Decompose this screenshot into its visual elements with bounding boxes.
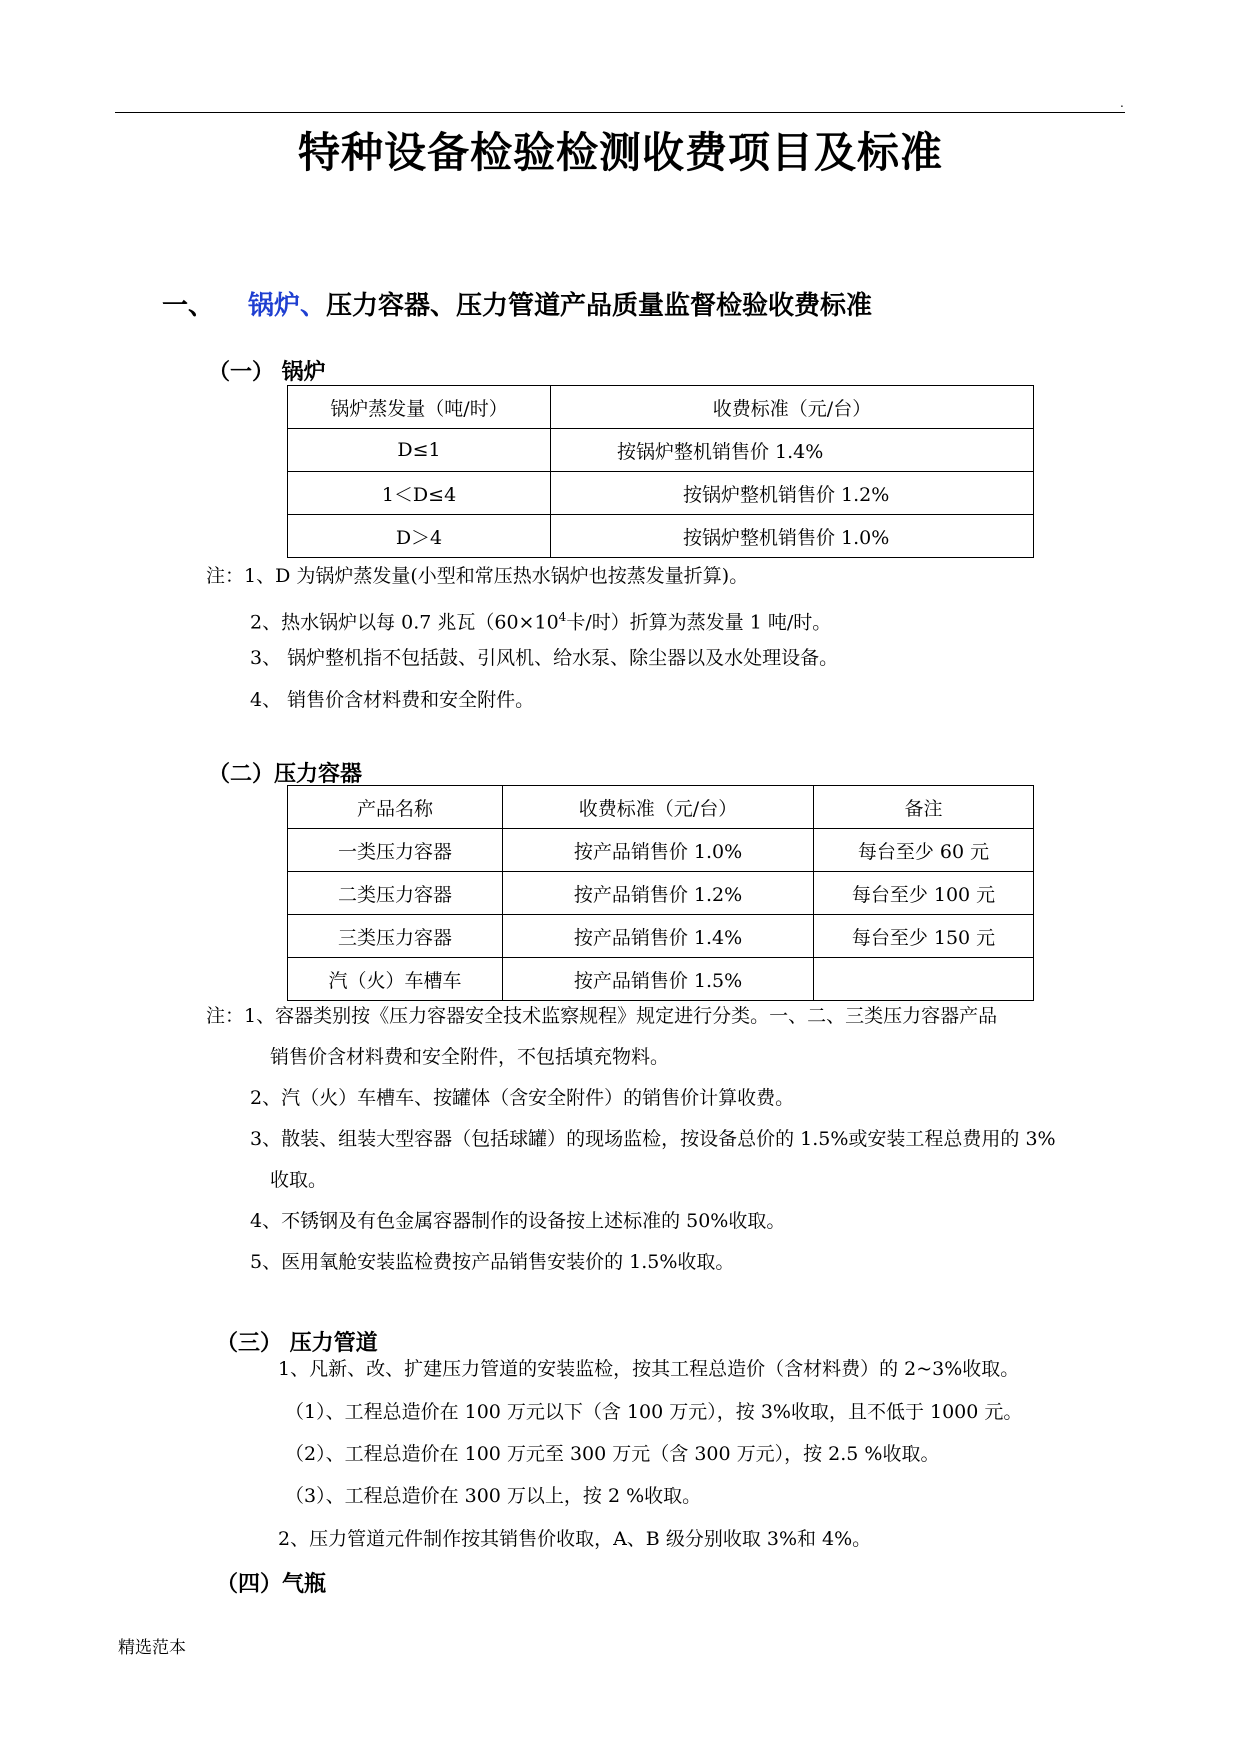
pipe-line-3: （2）、工程总造价在 100 万元至 300 万元（含 300 万元），按 2.5 %收取。 [285, 1443, 940, 1465]
cylinder-heading: （四）气瓶 [216, 1572, 327, 1597]
boiler-cell: 1＜D≤4 [288, 472, 551, 515]
boiler-note-3: 3、 锅炉整机指不包括鼓、引风机、给水泵、除尘器以及水处理设备。 [250, 647, 839, 669]
table-row [288, 915, 1034, 958]
vessel-note-1a: 注：1、容器类别按《压力容器安全技术监察规程》规定进行分类。一、二、三类压力容器产品 [206, 1005, 998, 1027]
corner-mark: . [1120, 96, 1124, 110]
boiler-cell: 按锅炉整机销售价 1.0% [551, 515, 1034, 558]
pipe-line-4: （3）、工程总造价在 300 万以上，按 2 %收取。 [285, 1485, 702, 1507]
boiler-table [287, 385, 1034, 558]
section-1-title-rest: 压力容器、压力管道产品质量监督检验收费标准 [326, 291, 873, 321]
page-title: 特种设备检验检测收费项目及标准 [297, 128, 943, 177]
boiler-note-1: 注：1、D 为锅炉蒸发量(小型和常压热水锅炉也按蒸发量折算)。 [206, 565, 749, 587]
boiler-heading: （一） 锅炉 [208, 360, 326, 385]
pipe-line-2: （1）、工程总造价在 100 万元以下（含 100 万元），按 3%收取，且不低于 1000 元。 [285, 1401, 1023, 1423]
pipe-line-1: 1、凡新、改、扩建压力管道的安装监检，按其工程总造价（含材料费）的 2~3%收取。 [278, 1358, 1020, 1380]
pipe-line-5: 2、压力管道元件制作按其销售价收取，A、B 级分别收取 3%和 4%。 [278, 1528, 872, 1550]
vessel-note-1b: 销售价含材料费和安全附件，不包括填充物料。 [270, 1046, 670, 1068]
section-1-title [248, 285, 872, 322]
vessel-cell: 一类压力容器 [288, 829, 503, 872]
vessel-cell [814, 958, 1034, 1001]
table-row [288, 786, 1034, 829]
vessel-table [287, 785, 1034, 1001]
vessel-cell: 按产品销售价 1.5% [503, 958, 814, 1001]
pipe-heading: （三） 压力管道 [216, 1331, 378, 1356]
table-row [288, 829, 1034, 872]
vessel-cell: 按产品销售价 1.0% [503, 829, 814, 872]
table-row [288, 872, 1034, 915]
header-rule [115, 112, 1125, 113]
vessel-cell: 每台至少 60 元 [814, 829, 1034, 872]
vessel-header-remark: 备注 [814, 786, 1034, 829]
vessel-note-4: 4、不锈钢及有色金属容器制作的设备按上述标准的 50%收取。 [250, 1210, 786, 1232]
vessel-cell: 二类压力容器 [288, 872, 503, 915]
boiler-header-fee: 收费标准（元/台） [551, 386, 1034, 429]
boiler-note-4: 4、 销售价含材料费和安全附件。 [250, 689, 535, 711]
table-row [288, 386, 1034, 429]
boiler-cell: 按锅炉整机销售价 1.4% [551, 429, 1034, 472]
vessel-cell: 每台至少 100 元 [814, 872, 1034, 915]
boiler-note-2: 2、热水锅炉以每 0.7 兆瓦（$60\times 10^4$卡/时）折算为蒸发量 1 吨/时。 [250, 610, 832, 634]
vessel-note-5: 5、医用氧舱安装监检费按产品销售安装价的 1.5%收取。 [250, 1251, 735, 1273]
vessel-header-fee: 收费标准（元/台） [503, 786, 814, 829]
vessel-heading: （二）压力容器 [208, 762, 363, 787]
vessel-note-3b: 收取。 [270, 1169, 328, 1191]
section-1-number: 一、 [162, 291, 215, 321]
table-row [288, 958, 1034, 1001]
table-row [288, 472, 1034, 515]
boiler-cell: D＞4 [288, 515, 551, 558]
vessel-cell: 按产品销售价 1.2% [503, 872, 814, 915]
vessel-cell: 每台至少 150 元 [814, 915, 1034, 958]
vessel-header-name: 产品名称 [288, 786, 503, 829]
vessel-cell: 按产品销售价 1.4% [503, 915, 814, 958]
vessel-note-2: 2、汽（火）车槽车、按罐体（含安全附件）的销售价计算收费。 [250, 1087, 795, 1109]
vessel-cell: 三类压力容器 [288, 915, 503, 958]
boiler-header-capacity: 锅炉蒸发量（吨/时） [288, 386, 551, 429]
boiler-cell: 按锅炉整机销售价 1.2% [551, 472, 1034, 515]
table-row [288, 515, 1034, 558]
boiler-cell: D≤1 [288, 429, 551, 472]
vessel-cell: 汽（火）车槽车 [288, 958, 503, 1001]
table-row [288, 429, 1034, 472]
section-1-title-highlight: 锅炉、 [248, 291, 327, 321]
page-footer: 精选范本 [118, 1638, 186, 1658]
vessel-note-3a: 3、散装、组装大型容器（包括球罐）的现场监检，按设备总价的 1.5%或安装工程总费用的 3% [250, 1128, 1056, 1150]
